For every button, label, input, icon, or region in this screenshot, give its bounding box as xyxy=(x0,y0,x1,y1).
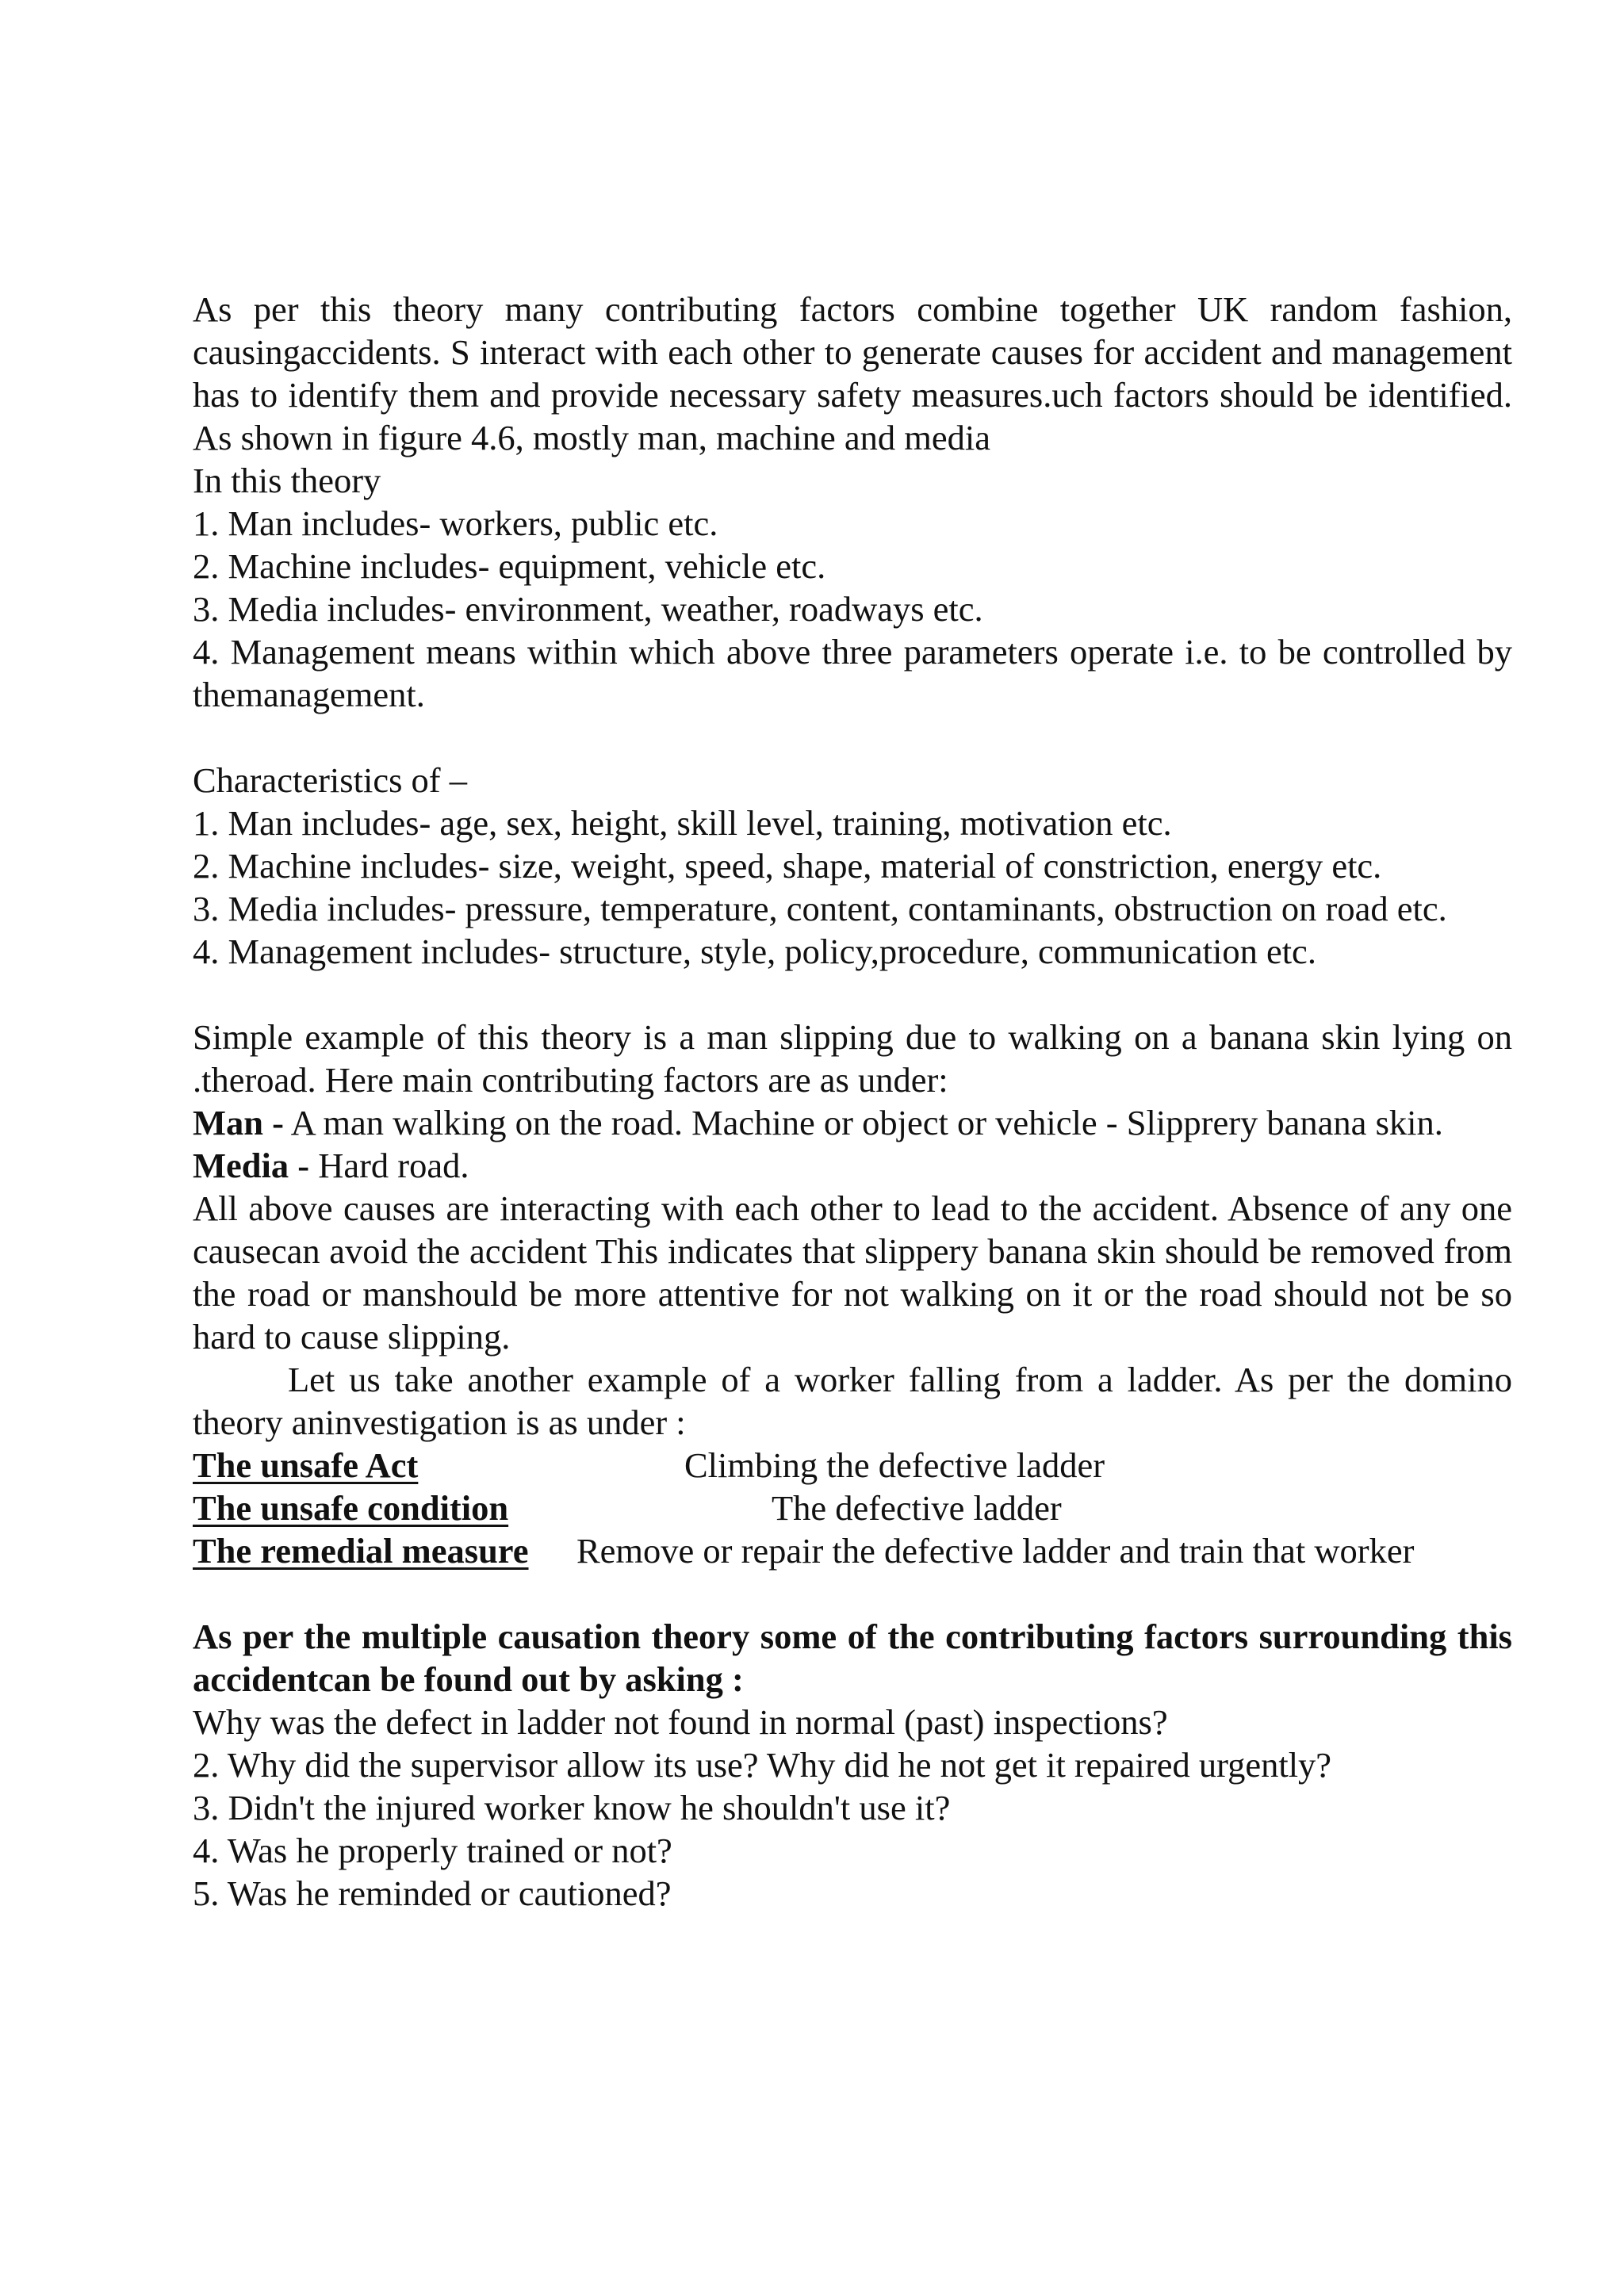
man-text: A man walking on the road. Machine or object or vehicle - Slipprery banana skin. xyxy=(283,1103,1443,1142)
characteristics-list xyxy=(193,802,1512,973)
list-item: 3. Media includes- pressure, temperature, content, contaminants, obstruction on road etc. xyxy=(193,889,1447,928)
table-row xyxy=(193,1444,1512,1487)
questions-list xyxy=(193,1701,1512,1915)
media-text: Hard road. xyxy=(309,1146,469,1185)
table-value: The defective ladder xyxy=(772,1488,1062,1528)
list-item: 4. Management means within which above three parameters operate i.e. to be controlled by themanagement. xyxy=(193,632,1512,714)
document-page xyxy=(193,288,1512,1915)
list-item: 3. Didn't the injured worker know he shouldn't use it? xyxy=(193,1788,951,1827)
table-row xyxy=(193,1487,1512,1529)
man-label: Man - xyxy=(193,1103,284,1142)
media-factor xyxy=(193,1144,1512,1187)
ladder-paragraph: Let us take another example of a worker falling from a ladder. As per the domino theory aninvestigation is as under : xyxy=(193,1360,1512,1442)
table-value: Remove or repair the defective ladder and train that worker xyxy=(576,1531,1415,1571)
spacer xyxy=(193,1572,1512,1615)
causes-paragraph: All above causes are interacting with each other to lead to the accident. Absence of any one causecan avoid the accident This indicates that slippery banana skin should be removed from the road or manshould be more attentive for not walking on it or the road should not be so hard to cause slipping. xyxy=(193,1188,1512,1357)
example-paragraph: Simple example of this theory is a man slipping due to walking on a banana skin lying on .theroad. Here main contributing factors are as under: xyxy=(193,1017,1512,1100)
theory-intro-line: In this theory xyxy=(193,461,381,500)
list-item: 1. Man includes- age, sex, height, skill level, training, motivation etc. xyxy=(193,803,1172,843)
list-item: 2. Why did the supervisor allow its use? Why did he not get it repaired urgently? xyxy=(193,1745,1332,1785)
table-row xyxy=(193,1529,1512,1572)
multiple-causation-heading: As per the multiple causation theory some of the contributing factors surrounding this accidentcan be found out by asking : xyxy=(193,1617,1512,1699)
list-item: 5. Was he reminded or cautioned? xyxy=(193,1873,672,1913)
table-key: The remedial measure xyxy=(193,1531,529,1571)
spacer xyxy=(193,973,1512,1016)
man-factor xyxy=(193,1101,1512,1144)
list-item: 2. Machine includes- equipment, vehicle etc. xyxy=(193,546,826,586)
characteristics-heading: Characteristics of – xyxy=(193,760,467,800)
table-key: The unsafe Act xyxy=(193,1445,419,1485)
components-list xyxy=(193,502,1512,716)
spacer xyxy=(193,716,1512,759)
list-item: Why was the defect in ladder not found in normal (past) inspections? xyxy=(193,1702,1168,1742)
list-item: 2. Machine includes- size, weight, speed, shape, material of constriction, energy etc. xyxy=(193,846,1382,886)
list-item: 3. Media includes- environment, weather, roadways etc. xyxy=(193,589,983,629)
media-label: Media - xyxy=(193,1146,310,1185)
list-item: 4. Was he properly trained or not? xyxy=(193,1831,672,1870)
list-item: 1. Man includes- workers, public etc. xyxy=(193,503,718,543)
intro-paragraph: As per this theory many contributing factors combine together UK random fashion, causingaccidents. S interact with each other to generate causes for accident and management has to identify them and provide necessary safety measures.uch factors should be identified. As shown in figure 4.6, mostly man, machine and media xyxy=(193,289,1512,457)
domino-investigation-table xyxy=(193,1444,1512,1572)
table-value: Climbing the defective ladder xyxy=(684,1445,1105,1485)
table-key: The unsafe condition xyxy=(193,1488,509,1528)
list-item: 4. Management includes- structure, style, policy,procedure, communication etc. xyxy=(193,932,1316,971)
